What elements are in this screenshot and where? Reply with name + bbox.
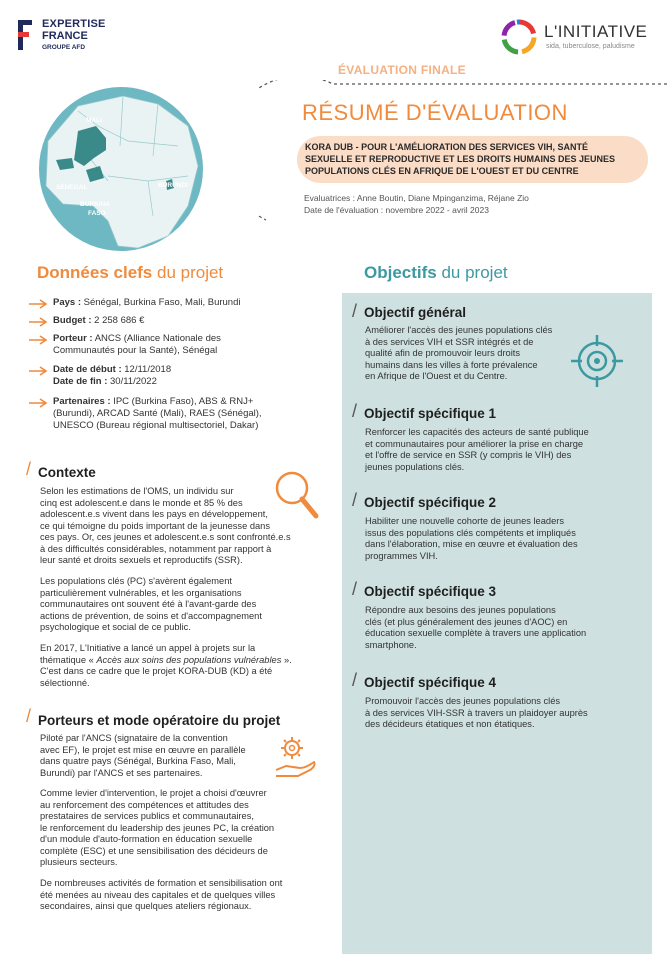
context-p2-line: particulièrement vulnérables, et les organisations: [40, 587, 242, 598]
context-p3-line: sélectionné.: [40, 677, 90, 688]
objective-line: Promouvoir l'accès des jeunes populations clés: [365, 696, 561, 706]
key-data-heading-bold: Données clefs: [37, 263, 153, 282]
pays-value: Sénégal, Burkina Faso, Mali, Burundi: [81, 297, 241, 308]
operators-paragraph-2: [40, 788, 274, 869]
objective-line: smartphone.: [365, 639, 417, 650]
operators-p2-line: d'un module d'auto-formation en éducation sexuelle: [40, 834, 253, 844]
objective-line: à des services VIH et SSR intégrés et de: [365, 336, 534, 347]
map-label-burundi: BURUNDI: [158, 182, 188, 189]
objective-title: Objectif spécifique 1: [364, 406, 497, 421]
context-p2-line: actions de prévention, de soins et d'accompagnement: [40, 610, 262, 621]
context-p3-line: C'est dans ce cadre que le projet KORA-DUB (KD) a été: [40, 666, 273, 676]
page-title: RÉSUMÉ D'ÉVALUATION: [302, 100, 568, 125]
operators-p2-line: plusieurs secteurs.: [40, 857, 118, 867]
context-p3-line: [40, 655, 292, 667]
partenaires-value-line3: UNESCO (Bureau régional multisectoriel, Dakar): [53, 420, 259, 431]
context-paragraph-3: [40, 643, 292, 689]
ef-name-line1: EXPERTISE: [42, 18, 106, 30]
objective-line: Habiliter une nouvelle cohorte de jeunes leaders: [365, 516, 564, 526]
ef-name-line2: FRANCE: [42, 30, 88, 42]
date-fin-label: Date de fin :: [53, 376, 108, 387]
context-p3-prefix: thématique «: [40, 654, 97, 665]
key-data-heading-rest: du projet: [152, 263, 224, 282]
operators-paragraph-3: [40, 878, 282, 913]
budget-value: 2 258 686 €: [91, 315, 145, 326]
initiative-name: L'INITIATIVE: [544, 22, 648, 41]
objective-line: Améliorer l'accès des jeunes populations clés: [365, 325, 553, 335]
project-title-line1: KORA DUB - POUR L'AMÉLIORATION DES SERVICES VIH, SANTÉ: [305, 142, 588, 152]
section-slash-icon: /: [26, 706, 32, 726]
objective-line: et communautaires pour améliorer la prise en charge: [365, 438, 584, 449]
objective-title: Objectif spécifique 3: [364, 584, 497, 599]
operators-p1-line: avec EF), le projet est mise en œuvre en parallèle: [40, 744, 246, 755]
objective-line: Répondre aux besoins des jeunes populations: [365, 605, 556, 615]
context-p3-line: En 2017, L'Initiative a lancé un appel à projets sur la: [40, 643, 256, 653]
project-title-box: [297, 136, 648, 183]
date-fin-value: 30/11/2022: [107, 376, 157, 387]
context-p1-line: leur santé et droits sexuels et reproductifs (SSR).: [40, 555, 243, 565]
operators-p3-line: été menées au niveau des capitales et de quelques villes: [40, 889, 276, 900]
objectives-heading: [364, 263, 508, 283]
operators-paragraph-1: [40, 733, 246, 779]
context-p2-line: Les populations clés (PC) s'avèrent également: [40, 576, 232, 586]
map-label-faso: FASO: [88, 210, 106, 217]
objectives-heading-rest: du projet: [436, 263, 508, 282]
operators-p2-line: complète (ESC) et une sensibilisation des décideurs de: [40, 845, 268, 856]
arrow-right-icon: [28, 335, 48, 345]
initiative-tagline: sida, tuberculose, paludisme: [546, 43, 635, 50]
arrow-right-icon: [28, 366, 48, 376]
porteur-value-line1: ANCS (Alliance Nationale des: [92, 333, 221, 344]
objective-line: et l'offre de service en SSR (y compris le VIH) des: [365, 450, 572, 460]
gear-hand-icon: [272, 734, 318, 780]
context-paragraph-1: [40, 486, 291, 567]
operators-p2-line: prestataires de services publics et communautaires,: [40, 811, 254, 821]
objective-slash-icon: /: [352, 670, 358, 690]
key-data-heading: [37, 263, 223, 283]
porteur-value-line2: Communautés pour la Santé), Sénégal: [53, 345, 218, 356]
map-label-mali: MALI: [86, 117, 102, 124]
context-p2-line: psychologique et social de ce public.: [40, 622, 191, 632]
expertise-france-logo: [18, 18, 128, 58]
budget-label: Budget :: [53, 315, 92, 326]
key-data-pays: [53, 297, 240, 309]
objective-text: [365, 427, 589, 473]
objective-title: Objectif spécifique 2: [364, 495, 497, 510]
objective-slash-icon: /: [352, 490, 358, 510]
project-title-line2: SEXUELLE ET REPRODUCTIVE ET LES DROITS HUMAINS DES JEUNES: [305, 154, 616, 164]
objectives-heading-bold: Objectifs: [364, 263, 437, 282]
operators-heading: Porteurs et mode opératoire du projet: [38, 713, 281, 728]
objective-text: [365, 605, 586, 651]
objective-line: jeunes populations clés.: [365, 461, 465, 472]
key-data-porteur: [53, 333, 221, 357]
key-data-budget: [53, 315, 144, 327]
date-debut-value: 12/11/2018: [121, 364, 172, 375]
arrow-right-icon: [28, 317, 48, 327]
objective-title: Objectif général: [364, 305, 467, 320]
objective-line: humains dans les villes à forte prévalence: [365, 359, 538, 370]
operators-p2-line: au renforcement des compétences et attitudes des: [40, 799, 249, 810]
objective-text: [365, 696, 588, 731]
objective-line: éducation sexuelle complète à travers une application: [365, 628, 587, 638]
key-data-partenaires: [53, 396, 262, 432]
operators-p1-line: Piloté par l'ANCS (signataire de la convention: [40, 733, 228, 743]
context-p1-line: ce qui témoigne du poids important de la jeunesse dans: [40, 520, 270, 531]
objective-text: [365, 325, 552, 383]
map-label-burkina: BURKINA: [80, 201, 110, 208]
operators-p3-line: secondaires, ainsi que quelques ateliers régionaux.: [40, 901, 252, 911]
objective-line: à des services VIH-SSR à travers un plaidoyer auprès: [365, 707, 588, 718]
operators-p1-line: dans quatre pays (Sénégal, Burkina Faso, Mali,: [40, 756, 236, 766]
operators-p1-line: Burundi) par l'ANCS et ses partenaires.: [40, 767, 203, 778]
initiative-ring-icon: [498, 16, 540, 58]
target-icon: [570, 334, 624, 388]
porteur-label: Porteur :: [53, 333, 93, 344]
date-debut-label: Date de début :: [53, 364, 122, 375]
context-p3-suffix: ».: [281, 654, 292, 665]
operators-p2-line: Comme levier d'intervention, le projet a choisi d'œuvrer: [40, 788, 267, 798]
context-p1-line: ces pays. Or, ces jeunes et adolescent.e.s sont confronté.e.s: [40, 532, 291, 542]
objective-line: programmes VIH.: [365, 550, 438, 561]
evaluation-type-label: ÉVALUATION FINALE: [338, 63, 466, 77]
objective-line: issus des populations clés compétents et impliqués: [365, 527, 576, 538]
objective-slash-icon: /: [352, 301, 358, 321]
objective-line: en Afrique de l'Ouest et du Centre.: [365, 371, 508, 381]
partenaires-value-line2: (Burundi), ARCAD Santé (Mali), RAES (Sénégal),: [53, 408, 262, 419]
arrow-right-icon: [28, 299, 48, 309]
project-title-line3: POPULATIONS CLÉS EN AFRIQUE DE L'OUEST ET DU CENTRE: [305, 166, 579, 176]
objective-slash-icon: /: [352, 401, 358, 421]
pays-label: Pays :: [53, 297, 81, 308]
objective-line: clés (et plus généralement des jeunes d'AOC) en: [365, 616, 568, 627]
objective-line: qualité afin de promouvoir leurs droits: [365, 348, 521, 358]
key-data-dates: [53, 364, 171, 388]
objective-title: Objectif spécifique 4: [364, 675, 497, 690]
section-slash-icon: /: [26, 459, 32, 479]
expertise-france-mark-icon: [18, 20, 32, 50]
evaluation-date-line: Date de l'évaluation : novembre 2022 - avril 2023: [304, 205, 489, 215]
context-heading: Contexte: [38, 465, 96, 480]
operators-p3-line: De nombreuses activités de formation et sensibilisation ont: [40, 878, 283, 888]
objective-line: des décideurs étatiques et non étatiques.: [365, 719, 535, 729]
context-p2-line: communautaires ont souvent été à l'avant-garde des: [40, 599, 257, 609]
objective-text: [365, 516, 578, 562]
operators-p2-line: le renforcement du leadership des jeunes PC, la création: [40, 822, 275, 833]
context-p1-line: à des difficultés considérables, notamment par rapport à: [40, 543, 272, 554]
evaluators-line: Evaluatrices : Anne Boutin, Diane Mpinganzima, Réjane Zio: [304, 193, 529, 203]
map-label-senegal: SÉNÉGAL: [56, 184, 88, 191]
ef-group-line: GROUPE AFD: [42, 44, 86, 51]
initiative-logo: [498, 16, 658, 58]
partenaires-value-line1: IPC (Burkina Faso), ABS & RNJ+: [110, 396, 254, 407]
context-p3-italic: Accès aux soins des populations vulnérables: [96, 654, 282, 665]
objective-line: Renforcer les capacités des acteurs de santé publique: [365, 427, 589, 437]
objective-line: dans l'élaboration, mise en œuvre et évaluation des: [365, 539, 578, 549]
context-paragraph-2: [40, 576, 262, 634]
arrow-right-icon: [28, 398, 48, 408]
context-p1-line: Selon les estimations de l'OMS, un individu sur: [40, 486, 234, 496]
partenaires-label: Partenaires :: [53, 396, 111, 407]
africa-map: [38, 86, 204, 252]
context-p1-line: adolescent.e.s vivent dans les pays en développement,: [40, 509, 268, 519]
objective-slash-icon: /: [352, 579, 358, 599]
context-p1-line: cinq est adolescent.e dans le monde et 85 % des: [40, 497, 243, 508]
